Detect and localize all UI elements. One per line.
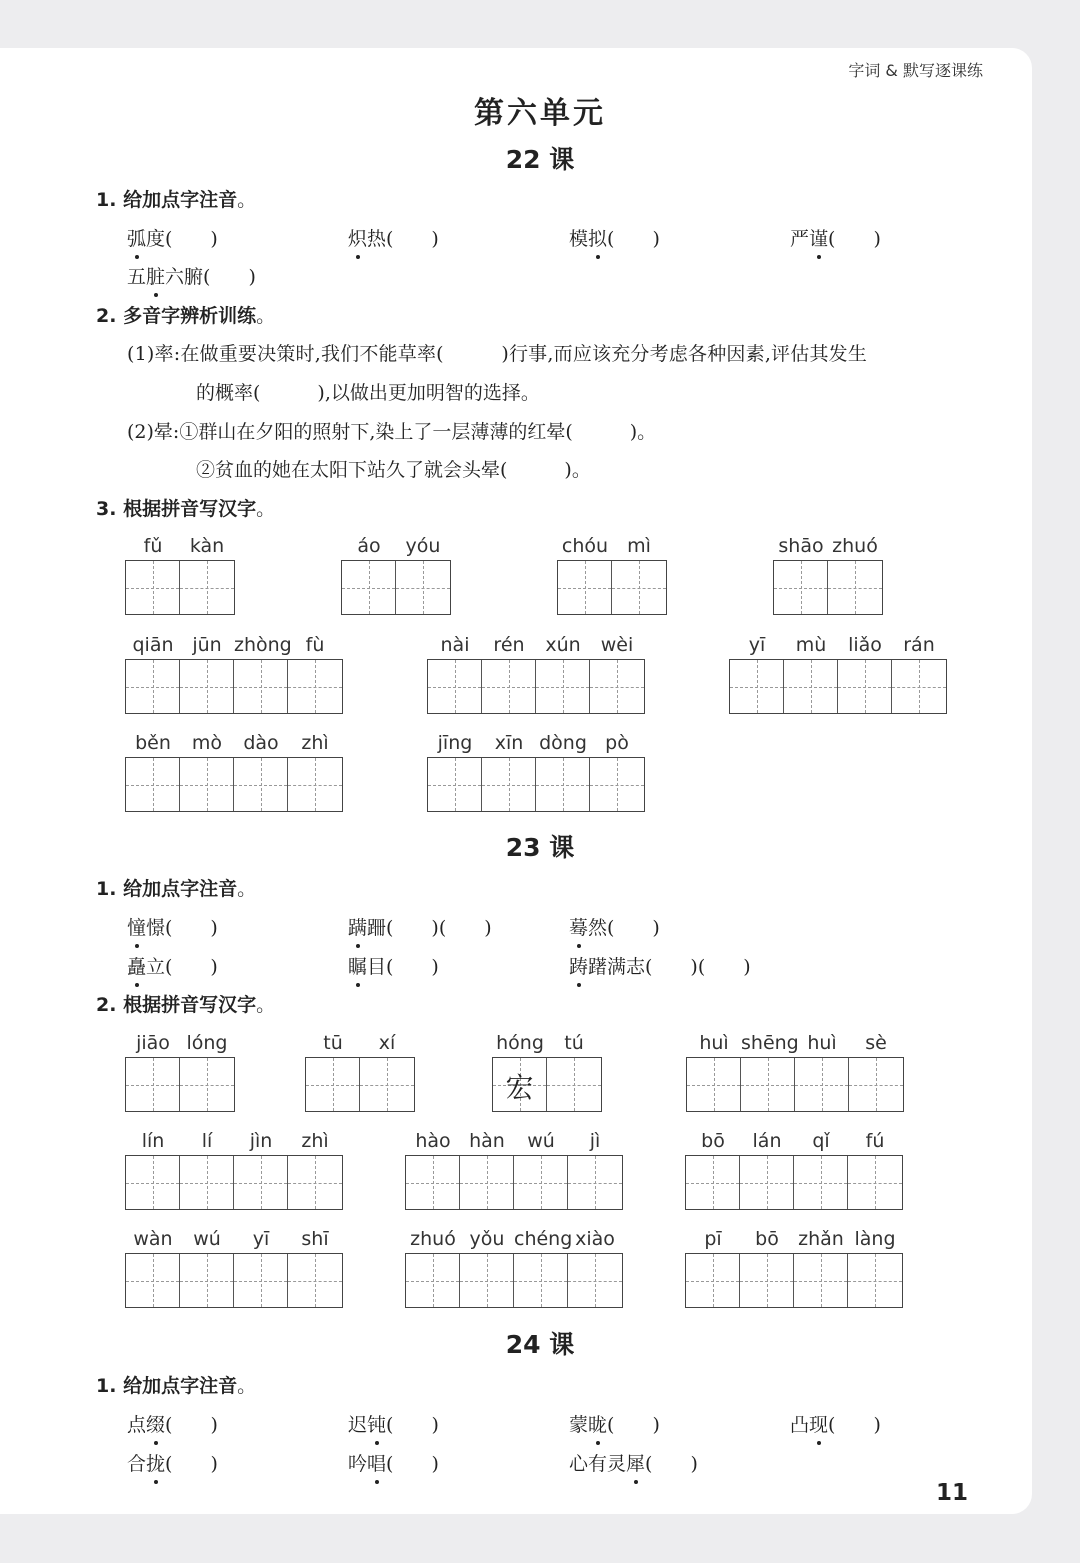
pinyin-syllable: shī — [301, 1228, 329, 1250]
writing-grid[interactable] — [557, 560, 667, 615]
grid-cell[interactable] — [740, 1254, 794, 1307]
pinyin-syllable: yóu — [405, 535, 441, 557]
grid-cell[interactable] — [558, 561, 612, 614]
pinyin-syllable: tū — [323, 1032, 343, 1054]
pinyin-syllable: lóng — [186, 1032, 228, 1054]
l22-q3-number: 3. — [96, 498, 117, 520]
writing-grid[interactable] — [685, 1155, 903, 1210]
pinyin-syllable: zhǎn — [798, 1228, 844, 1250]
l24-q1-item: 心有灵犀( ) — [569, 1449, 698, 1476]
grid-cell[interactable] — [360, 1058, 414, 1111]
pinyin-syllable: huì — [807, 1032, 837, 1054]
grid-cell[interactable] — [686, 1254, 740, 1307]
pinyin-syllable: chéng — [514, 1228, 573, 1250]
dotted-char: 弧 — [127, 224, 146, 251]
dotted-char: 钝 — [367, 1410, 386, 1437]
grid-cell[interactable] — [687, 1058, 741, 1111]
grid-cell[interactable] — [126, 660, 180, 713]
l22-q1-tail: 。 — [237, 189, 257, 211]
grid-cell[interactable] — [794, 1254, 848, 1307]
dotted-char: 炽 — [348, 224, 367, 251]
pinyin-syllable: nài — [440, 634, 470, 656]
grid-cell[interactable] — [848, 1156, 902, 1209]
l23-q1-number: 1. — [96, 878, 117, 900]
pinyin-syllable: zhuó — [832, 535, 878, 557]
grid-cell[interactable] — [730, 660, 784, 713]
grid-cell[interactable] — [460, 1156, 514, 1209]
pinyin-syllable: dòng — [539, 732, 587, 754]
page-number: 11 — [935, 1480, 968, 1506]
grid-cell[interactable] — [180, 758, 234, 811]
grid-cell[interactable] — [180, 1254, 234, 1307]
pinyin-syllable: yǒu — [469, 1228, 505, 1250]
pinyin-syllable: hào — [415, 1130, 451, 1152]
writing-grid[interactable] — [125, 659, 343, 714]
l22-q1-heading — [96, 185, 256, 212]
lesson-23-title: 23 课 — [505, 833, 575, 862]
pinyin-syllable: wèi — [600, 634, 634, 656]
pinyin-syllable: wàn — [133, 1228, 173, 1250]
dotted-char: 憧 — [127, 913, 146, 940]
pinyin-syllable: fù — [305, 634, 325, 656]
l22-q1-item: 五脏六腑( ) — [127, 262, 256, 289]
pinyin-syllable: làng — [854, 1228, 896, 1250]
pinyin-syllable: pī — [704, 1228, 722, 1250]
grid-cell[interactable] — [741, 1058, 795, 1111]
grid-cell[interactable] — [568, 1254, 622, 1307]
dotted-char: 蹒 — [348, 913, 367, 940]
pinyin-syllable: zhì — [301, 732, 329, 754]
l23-q1-item: 踌躇满志( )( ) — [569, 952, 751, 979]
writing-grid[interactable] — [125, 1253, 343, 1308]
grid-cell[interactable] — [126, 561, 180, 614]
pinyin-syllable: xīn — [494, 732, 524, 754]
grid-cell[interactable] — [126, 1058, 180, 1111]
l24-q1-prompt: 给加点字注音 — [123, 1375, 238, 1397]
l23-q2-number: 2. — [96, 994, 117, 1016]
unit-title: 第六单元 — [474, 96, 606, 131]
pinyin-syllable: lín — [141, 1130, 165, 1152]
l22-q3-prompt: 根据拼音写汉字 — [123, 498, 257, 520]
grid-cell[interactable] — [686, 1156, 740, 1209]
grid-cell[interactable] — [536, 660, 590, 713]
pinyin-syllable: zhòng — [234, 634, 292, 656]
grid-cell[interactable] — [460, 1254, 514, 1307]
writing-grid[interactable] — [686, 1057, 904, 1112]
pinyin-syllable: mò — [191, 732, 223, 754]
grid-cell[interactable] — [536, 758, 590, 811]
l24-q1-heading — [96, 1371, 256, 1398]
l22-q2-line-3: (2)晕:①群山在夕阳的照射下,染上了一层薄薄的红晕( )。 — [127, 421, 657, 443]
l23-q2-tail: 。 — [256, 994, 276, 1016]
pinyin-syllable: shēng — [741, 1032, 799, 1054]
grid-cell[interactable] — [126, 758, 180, 811]
grid-cell[interactable] — [428, 660, 482, 713]
pinyin-syllable: fú — [865, 1130, 885, 1152]
dotted-char: 蓦 — [569, 913, 588, 940]
pinyin-syllable: fǔ — [143, 535, 163, 557]
dotted-char: 踌 — [569, 952, 588, 979]
dotted-char: 谨 — [809, 224, 828, 251]
pinyin-syllable: wú — [193, 1228, 221, 1250]
grid-cell[interactable] — [234, 660, 288, 713]
grid-cell[interactable] — [234, 1156, 288, 1209]
pinyin-syllable: qiān — [132, 634, 174, 656]
grid-cell[interactable] — [396, 561, 450, 614]
grid-cell[interactable] — [493, 1058, 547, 1111]
grid-cell[interactable] — [514, 1156, 568, 1209]
grid-cell[interactable] — [180, 1058, 234, 1111]
grid-cell[interactable] — [848, 1254, 902, 1307]
pinyin-syllable: zhì — [301, 1130, 329, 1152]
pinyin-syllable: liǎo — [848, 634, 882, 656]
l23-q1-item: 矗立( ) — [127, 952, 218, 979]
dotted-char: 昽 — [588, 1410, 607, 1437]
grid-cell[interactable] — [612, 561, 666, 614]
l22-q1-prompt: 给加点字注音 — [123, 189, 238, 211]
grid-cell[interactable] — [342, 561, 396, 614]
pinyin-syllable: sè — [865, 1032, 887, 1054]
dotted-char: 脏 — [146, 262, 165, 289]
grid-cell[interactable] — [306, 1058, 360, 1111]
grid-cell[interactable] — [482, 660, 536, 713]
pinyin-syllable: áo — [357, 535, 381, 557]
l24-q1-item: 吟唱( ) — [348, 1449, 439, 1476]
pinyin-syllable: běn — [135, 732, 171, 754]
pinyin-syllable: mì — [627, 535, 651, 557]
grid-cell[interactable] — [892, 660, 946, 713]
l23-q2-heading — [96, 990, 275, 1017]
grid-cell[interactable] — [288, 758, 342, 811]
writing-grid[interactable] — [492, 1057, 602, 1112]
dotted-char: 唱 — [367, 1449, 386, 1476]
l23-q2-prompt: 根据拼音写汉字 — [123, 994, 257, 1016]
grid-cell[interactable] — [288, 660, 342, 713]
l23-q1-item: 瞩目( ) — [348, 952, 439, 979]
page-header: 字词 & 默写逐课练 — [848, 61, 983, 80]
pinyin-syllable: xí — [378, 1032, 396, 1054]
lesson-22-title: 22 课 — [505, 145, 575, 174]
grid-cell[interactable] — [482, 758, 536, 811]
l24-q1-item: 凸现( ) — [790, 1410, 881, 1437]
grid-cell[interactable] — [126, 1156, 180, 1209]
writing-grid[interactable] — [773, 560, 883, 615]
l24-q1-item: 蒙昽( ) — [569, 1410, 660, 1437]
grid-cell[interactable] — [590, 758, 644, 811]
writing-grid[interactable] — [305, 1057, 415, 1112]
pinyin-syllable: yī — [748, 634, 766, 656]
grid-cell[interactable] — [774, 561, 828, 614]
pinyin-syllable: rén — [493, 634, 525, 656]
pinyin-syllable: rán — [903, 634, 935, 656]
pinyin-syllable: hàn — [469, 1130, 505, 1152]
dotted-char: 瞩 — [348, 952, 367, 979]
pinyin-syllable: huì — [699, 1032, 729, 1054]
l23-q1-heading — [96, 874, 256, 901]
grid-cell[interactable] — [234, 758, 288, 811]
grid-cell[interactable] — [428, 758, 482, 811]
grid-cell[interactable] — [180, 561, 234, 614]
grid-cell[interactable] — [406, 1254, 460, 1307]
dotted-char: 现 — [809, 1410, 828, 1437]
writing-grid[interactable] — [685, 1253, 903, 1308]
pinyin-syllable: xún — [545, 634, 581, 656]
l22-q2-heading — [96, 301, 275, 328]
dotted-char: 缀 — [146, 1410, 165, 1437]
pinyin-syllable: dào — [243, 732, 279, 754]
writing-grid[interactable] — [427, 659, 645, 714]
grid-cell[interactable] — [740, 1156, 794, 1209]
l23-q1-item: 蹒跚( )( ) — [348, 913, 492, 940]
grid-cell[interactable] — [590, 660, 644, 713]
writing-grid[interactable] — [729, 659, 947, 714]
l22-q2-line-1: (1)率:在做重要决策时,我们不能草率( )行事,而应该充分考虑各种因素,评估其发生 — [127, 343, 868, 365]
dotted-char: 矗 — [127, 952, 146, 979]
writing-grid[interactable] — [125, 1155, 343, 1210]
pinyin-syllable: yī — [252, 1228, 270, 1250]
grid-cell[interactable] — [406, 1156, 460, 1209]
dotted-char: 拢 — [146, 1449, 165, 1476]
l24-q1-number: 1. — [96, 1375, 117, 1397]
writing-grid[interactable] — [125, 757, 343, 812]
l24-q1-item: 合拢( ) — [127, 1449, 218, 1476]
writing-grid[interactable] — [427, 757, 645, 812]
grid-cell[interactable] — [794, 1156, 848, 1209]
l22-q1-item: 模拟( ) — [569, 224, 660, 251]
pinyin-syllable: shāo — [778, 535, 824, 557]
l22-q3-heading — [96, 494, 275, 521]
writing-grid[interactable] — [125, 1057, 235, 1112]
l22-q2-line-2: 的概率( ),以做出更加明智的选择。 — [196, 382, 540, 404]
l22-q2-tail: 。 — [256, 305, 276, 327]
pinyin-syllable: kàn — [189, 535, 225, 557]
l22-q1-item: 弧度( ) — [127, 224, 218, 251]
pinyin-syllable: tú — [564, 1032, 584, 1054]
pinyin-syllable: jūn — [192, 634, 222, 656]
pinyin-syllable: xiào — [575, 1228, 615, 1250]
grid-cell[interactable] — [234, 1254, 288, 1307]
writing-grid[interactable] — [405, 1155, 623, 1210]
prefilled-char: 宏 — [505, 1071, 534, 1104]
grid-cell[interactable] — [126, 1254, 180, 1307]
pinyin-syllable: lán — [752, 1130, 782, 1152]
pinyin-syllable: pò — [605, 732, 629, 754]
l22-q2-prompt: 多音字辨析训练 — [123, 305, 257, 327]
l22-q1-number: 1. — [96, 189, 117, 211]
lesson-24-title: 24 课 — [505, 1330, 575, 1359]
grid-cell[interactable] — [288, 1254, 342, 1307]
l23-q1-tail: 。 — [237, 878, 257, 900]
writing-grid[interactable] — [125, 560, 235, 615]
pinyin-syllable: jì — [589, 1130, 601, 1152]
l23-q1-item: 憧憬( ) — [127, 913, 218, 940]
pinyin-syllable: qǐ — [812, 1130, 830, 1152]
pinyin-syllable: jìn — [249, 1130, 273, 1152]
grid-cell[interactable] — [180, 660, 234, 713]
grid-cell[interactable] — [568, 1156, 622, 1209]
l24-q1-item: 点缀( ) — [127, 1410, 218, 1437]
l23-q1-item: 蓦然( ) — [569, 913, 660, 940]
l22-q1-item: 严谨( ) — [790, 224, 881, 251]
pinyin-syllable: bō — [755, 1228, 779, 1250]
pinyin-syllable: lí — [201, 1130, 213, 1152]
l22-q1-item: 炽热( ) — [348, 224, 439, 251]
grid-cell[interactable] — [288, 1156, 342, 1209]
grid-cell[interactable] — [547, 1058, 601, 1111]
grid-cell[interactable] — [849, 1058, 903, 1111]
l24-q1-item: 迟钝( ) — [348, 1410, 439, 1437]
l22-q3-tail: 。 — [256, 498, 276, 520]
writing-grid[interactable] — [341, 560, 451, 615]
l24-q1-tail: 。 — [237, 1375, 257, 1397]
pinyin-syllable: hóng — [496, 1032, 544, 1054]
l22-q2-line-4: ②贫血的她在太阳下站久了就会头晕( )。 — [196, 459, 591, 481]
pinyin-syllable: jīng — [437, 732, 473, 754]
grid-cell[interactable] — [838, 660, 892, 713]
dotted-char: 犀 — [626, 1449, 645, 1476]
grid-cell[interactable] — [828, 561, 882, 614]
grid-cell[interactable] — [180, 1156, 234, 1209]
pinyin-syllable: mù — [795, 634, 827, 656]
pinyin-syllable: zhuó — [410, 1228, 456, 1250]
pinyin-syllable: jiāo — [136, 1032, 170, 1054]
pinyin-syllable: wú — [527, 1130, 555, 1152]
writing-grid[interactable] — [405, 1253, 623, 1308]
grid-cell[interactable] — [514, 1254, 568, 1307]
grid-cell[interactable] — [795, 1058, 849, 1111]
l23-q1-prompt: 给加点字注音 — [123, 878, 238, 900]
l22-q2-number: 2. — [96, 305, 117, 327]
pinyin-syllable: bō — [701, 1130, 725, 1152]
grid-cell[interactable] — [784, 660, 838, 713]
pinyin-syllable: chóu — [561, 535, 609, 557]
dotted-char: 拟 — [588, 224, 607, 251]
